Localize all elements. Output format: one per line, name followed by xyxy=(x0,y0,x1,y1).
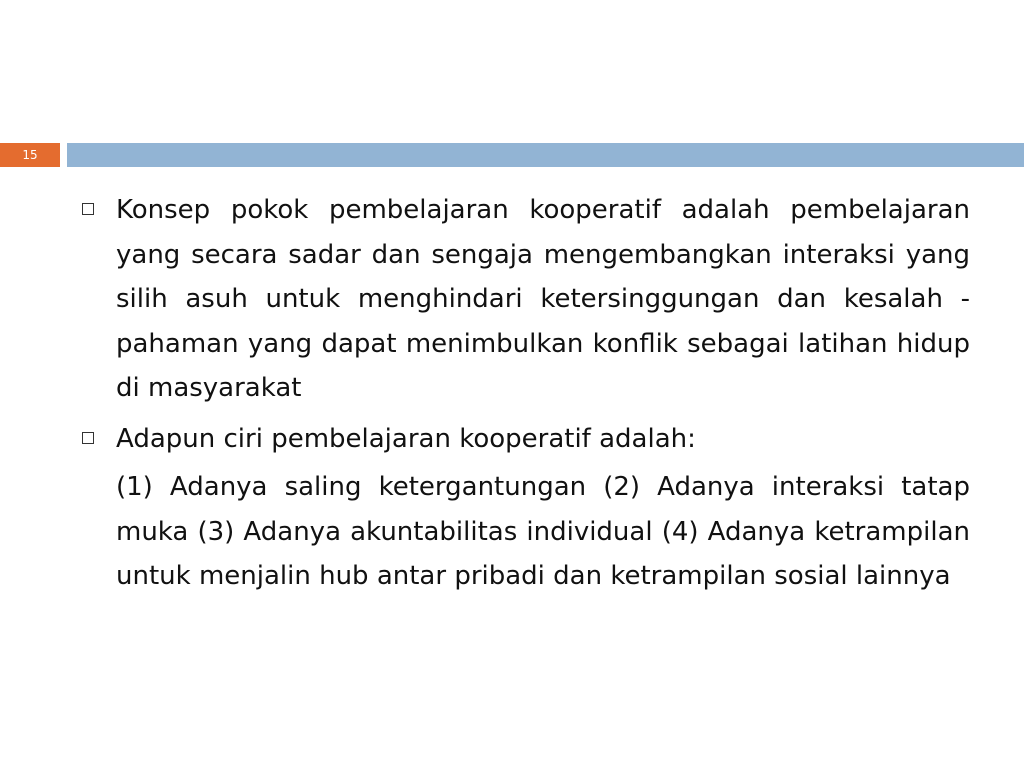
header-bar xyxy=(67,143,1024,167)
bullet-item xyxy=(80,417,970,462)
square-bullet-icon xyxy=(82,432,94,444)
page-number-badge: 15 xyxy=(0,143,60,167)
slide-content xyxy=(80,188,970,599)
sub-paragraph: (1) Adanya saling ketergantungan (2) Adanya interaksi tatap muka (3) Adanya akuntabilitas individual (4) Adanya ketrampilan untuk menjalin hub antar pribadi dan ketrampilan sosial lainnya xyxy=(116,472,970,591)
bullet-text: Konsep pokok pembelajaran kooperatif adalah pembelajaran yang secara sadar dan sengaja mengembangkan interaksi yang silih asuh untuk menghindari ketersinggungan dan kesalah -pahaman yang dapat menimbulkan konflik sebagai latihan hidup di masyarakat xyxy=(116,195,970,403)
square-bullet-icon xyxy=(82,203,94,215)
bullet-item xyxy=(80,188,970,411)
bullet-text: Adapun ciri pembelajaran kooperatif adalah: xyxy=(116,423,696,454)
